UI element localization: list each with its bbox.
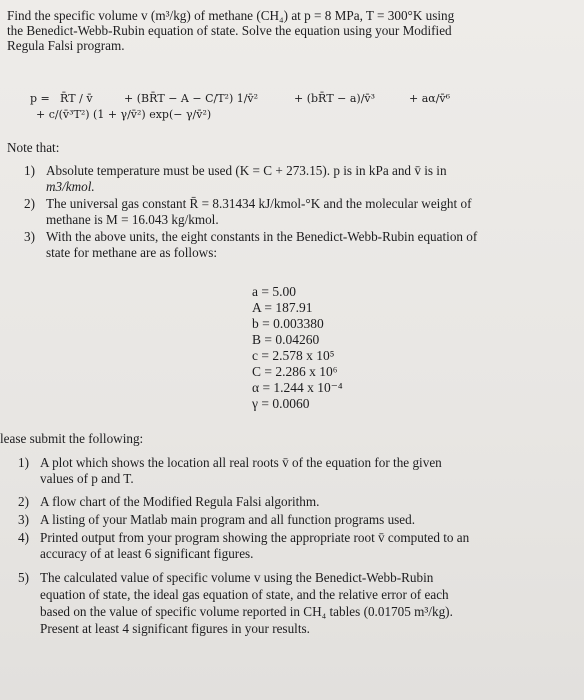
note-1-line-1: Absolute temperature must be used (K = C + 273.15). p is in kPa and v̄ is in bbox=[46, 163, 447, 178]
note-3-number: 3) bbox=[24, 229, 35, 244]
problem-line-3: Regula Falsi program. bbox=[7, 38, 125, 53]
submit-5-line-4: Present at least 4 significant figures in your results. bbox=[40, 621, 310, 636]
note-1-number: 1) bbox=[24, 163, 35, 178]
note-2-line-2: methane is M = 16.043 kg/kmol. bbox=[46, 212, 219, 227]
note-title: Note that: bbox=[7, 140, 60, 155]
equation-term-1: R̄T / v̄ bbox=[60, 92, 93, 105]
note-3-line-1: With the above units, the eight constants in the Benedict-Webb-Rubin equation of bbox=[46, 229, 478, 244]
constant-alpha: α = 1.244 x 10⁻⁴ bbox=[252, 380, 343, 395]
submit-4-number: 4) bbox=[18, 530, 29, 545]
submit-5-line-2: equation of state, the ideal gas equation of state, and the relative error of each bbox=[40, 587, 449, 602]
submit-4-line-2: accuracy of at least 6 significant figures. bbox=[40, 546, 254, 561]
problem-line-1: Find the specific volume v (m³/kg) of methane (CH₄) at p = 8 MPa, T = 300°K using bbox=[7, 8, 455, 23]
constant-a: a = 5.00 bbox=[252, 284, 296, 299]
submit-4-line-1: Printed output from your program showing the appropriate root v̄ computed to an bbox=[40, 530, 470, 545]
constant-A: A = 187.91 bbox=[252, 300, 313, 315]
bwr-equation bbox=[14, 78, 574, 122]
constant-gamma: γ = 0.0060 bbox=[252, 396, 310, 411]
equation-term-3: + (bR̄T − a)/v̄³ bbox=[294, 92, 376, 105]
submit-5-number: 5) bbox=[18, 570, 29, 585]
submit-1-number: 1) bbox=[18, 455, 29, 470]
equation-term-2: + (BR̄T − A − C/T²) 1/v̄² bbox=[124, 92, 259, 105]
equation-lhs: p = bbox=[30, 92, 50, 105]
submit-5-line-3: based on the value of specific volume reported in CH₄ tables (0.01705 m³/kg). bbox=[40, 604, 453, 619]
constant-c: c = 2.578 x 10⁵ bbox=[252, 348, 335, 363]
note-3-line-2: state for methane are as follows: bbox=[46, 245, 218, 260]
submit-2-number: 2) bbox=[18, 494, 29, 509]
note-2-line-1: The universal gas constant R̄ = 8.31434 kJ/kmol-°K and the molecular weight of bbox=[46, 196, 472, 211]
equation-term-5: + c/(v̄³T²) (1 + γ/v̄²) exp(− γ/v̄²) bbox=[36, 108, 212, 121]
note-2-number: 2) bbox=[24, 196, 35, 211]
submit-5-line-1: The calculated value of specific volume v using the Benedict-Webb-Rubin bbox=[40, 570, 434, 585]
problem-line-2: the Benedict-Webb-Rubin equation of state. Solve the equation using your Modified bbox=[7, 23, 452, 38]
submit-1-line-2: values of p and T. bbox=[40, 471, 134, 486]
constant-b: b = 0.003380 bbox=[252, 316, 324, 331]
note-1-line-2: m3/kmol. bbox=[46, 179, 95, 194]
constant-C: C = 2.286 x 10⁶ bbox=[252, 364, 338, 379]
submit-3-number: 3) bbox=[18, 512, 29, 527]
equation-term-4: + aα/v̄⁶ bbox=[409, 92, 451, 105]
submit-title: lease submit the following: bbox=[0, 431, 144, 446]
submit-1-line-1: A plot which shows the location all real roots v̄ of the equation for the given bbox=[40, 455, 442, 470]
submit-2-line-1: A flow chart of the Modified Regula Falsi algorithm. bbox=[40, 494, 320, 509]
constants-list bbox=[252, 284, 343, 412]
submit-3-line-1: A listing of your Matlab main program and all function programs used. bbox=[40, 512, 416, 527]
constant-B: B = 0.04260 bbox=[252, 332, 320, 347]
